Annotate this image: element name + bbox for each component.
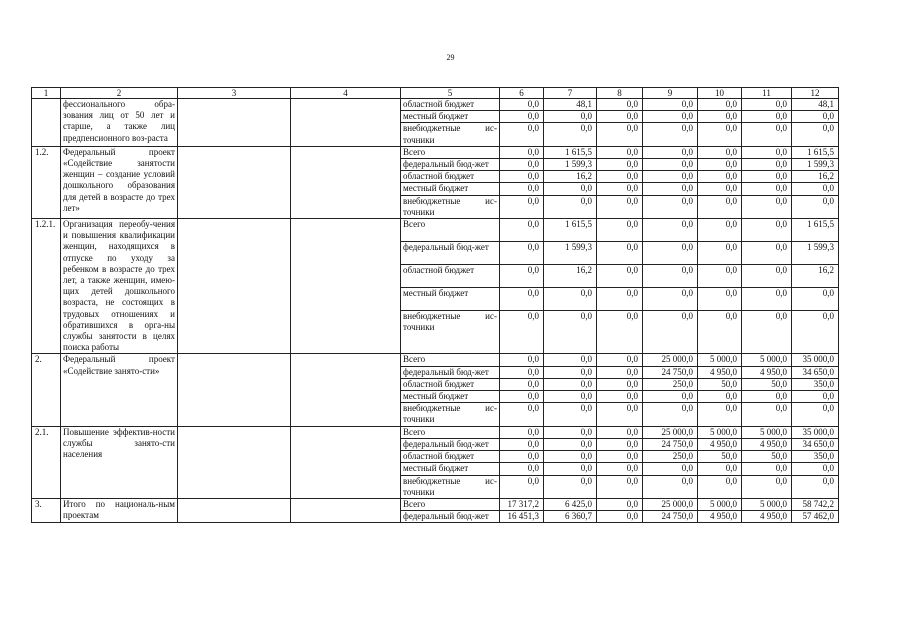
funding-source: Всего: [401, 146, 500, 158]
value-cell: 350,0: [792, 451, 839, 463]
value-cell: 0,0: [792, 475, 839, 498]
column-header-7: 7: [544, 88, 597, 99]
value-cell: 0,0: [500, 195, 544, 218]
value-cell: 0,0: [500, 99, 544, 111]
value-cell: 5 000,0: [698, 498, 742, 510]
value-cell: 0,0: [643, 195, 698, 218]
value-cell: 0,0: [742, 391, 792, 403]
value-cell: 0,0: [742, 183, 792, 195]
col4-cell: [291, 99, 401, 147]
value-cell: 250,0: [643, 378, 698, 390]
funding-source: областной бюджет: [401, 451, 500, 463]
table-row: [32, 426, 839, 438]
value-cell: 0,0: [544, 463, 597, 475]
value-cell: 0,0: [698, 183, 742, 195]
item-name: Федеральный проект «Содействие занятости женщин – создание условий дошкольного образования для детей в возрасте до трех лет»: [61, 146, 178, 218]
value-cell: 0,0: [597, 195, 643, 218]
value-cell: 0,0: [500, 391, 544, 403]
value-cell: 0,0: [597, 171, 643, 183]
value-cell: 0,0: [500, 366, 544, 378]
row-number: 2.: [32, 354, 61, 426]
funding-source: местный бюджет: [401, 287, 500, 310]
value-cell: 16,2: [792, 264, 839, 287]
value-cell: 35 000,0: [792, 426, 839, 438]
value-cell: 0,0: [597, 146, 643, 158]
funding-source: местный бюджет: [401, 183, 500, 195]
value-cell: 5 000,0: [698, 354, 742, 366]
value-cell: 0,0: [500, 219, 544, 242]
value-cell: 0,0: [500, 241, 544, 264]
value-cell: 48,1: [544, 99, 597, 111]
value-cell: 0,0: [742, 287, 792, 310]
value-cell: 50,0: [698, 378, 742, 390]
column-header-1: 1: [32, 88, 61, 99]
value-cell: 1 599,3: [792, 159, 839, 171]
value-cell: 0,0: [544, 378, 597, 390]
value-cell: 0,0: [500, 111, 544, 123]
value-cell: 0,0: [597, 463, 643, 475]
funding-source: федеральный бюд-жет: [401, 438, 500, 450]
value-cell: 58 742,2: [792, 498, 839, 510]
value-cell: 34 650,0: [792, 366, 839, 378]
value-cell: 0,0: [742, 99, 792, 111]
value-cell: 6 360,7: [544, 511, 597, 523]
value-cell: 0,0: [597, 438, 643, 450]
col4-cell: [291, 354, 401, 426]
value-cell: 16,2: [792, 171, 839, 183]
value-cell: 0,0: [500, 146, 544, 158]
value-cell: 1 615,5: [792, 219, 839, 242]
value-cell: 0,0: [698, 391, 742, 403]
header-row: [32, 88, 839, 99]
value-cell: 0,0: [643, 111, 698, 123]
value-cell: 0,0: [792, 391, 839, 403]
value-cell: 0,0: [597, 183, 643, 195]
value-cell: 24 750,0: [643, 438, 698, 450]
value-cell: 0,0: [643, 403, 698, 426]
col4-cell: [291, 426, 401, 498]
value-cell: 0,0: [597, 310, 643, 354]
item-name: фессионального обра-зования лиц от 50 лет и старше, а также лиц предпенсионного воз-раста: [61, 99, 178, 147]
row-number: 3.: [32, 498, 61, 522]
value-cell: 16,2: [544, 264, 597, 287]
row-number: 1.2.: [32, 146, 61, 218]
value-cell: 0,0: [544, 438, 597, 450]
value-cell: 0,0: [698, 475, 742, 498]
funding-source: федеральный бюд-жет: [401, 241, 500, 264]
value-cell: 0,0: [597, 287, 643, 310]
value-cell: 0,0: [643, 287, 698, 310]
value-cell: 0,0: [792, 195, 839, 218]
value-cell: 0,0: [742, 146, 792, 158]
value-cell: 4 950,0: [698, 438, 742, 450]
funding-source: федеральный бюд-жет: [401, 511, 500, 523]
value-cell: 0,0: [500, 264, 544, 287]
column-header-11: 11: [742, 88, 792, 99]
value-cell: 0,0: [643, 264, 698, 287]
value-cell: 1 599,3: [544, 241, 597, 264]
funding-source: внебюджетные ис-точники: [401, 195, 500, 218]
value-cell: 0,0: [500, 310, 544, 354]
table-row: [32, 219, 839, 242]
value-cell: 0,0: [742, 475, 792, 498]
item-name: Итого по националь-ным проектам: [61, 498, 178, 522]
value-cell: 50,0: [742, 378, 792, 390]
value-cell: 0,0: [597, 159, 643, 171]
value-cell: 0,0: [698, 403, 742, 426]
value-cell: 0,0: [544, 403, 597, 426]
column-header-5: 5: [401, 88, 500, 99]
value-cell: 25 000,0: [643, 354, 698, 366]
table-row: [32, 498, 839, 510]
value-cell: 57 462,0: [792, 511, 839, 523]
value-cell: 0,0: [742, 264, 792, 287]
funding-source: федеральный бюд-жет: [401, 159, 500, 171]
funding-source: местный бюджет: [401, 391, 500, 403]
value-cell: 50,0: [742, 451, 792, 463]
value-cell: 0,0: [643, 310, 698, 354]
funding-source: областной бюджет: [401, 99, 500, 111]
value-cell: 0,0: [742, 463, 792, 475]
col3-cell: [178, 146, 291, 218]
value-cell: 0,0: [500, 426, 544, 438]
value-cell: 17 317,2: [500, 498, 544, 510]
value-cell: 0,0: [500, 123, 544, 146]
value-cell: 0,0: [597, 451, 643, 463]
value-cell: 0,0: [742, 310, 792, 354]
value-cell: 0,0: [698, 287, 742, 310]
col4-cell: [291, 498, 401, 522]
value-cell: 0,0: [597, 264, 643, 287]
value-cell: 4 950,0: [742, 438, 792, 450]
value-cell: 0,0: [742, 159, 792, 171]
value-cell: 0,0: [597, 403, 643, 426]
value-cell: 4 950,0: [698, 366, 742, 378]
value-cell: 0,0: [792, 463, 839, 475]
value-cell: 35 000,0: [792, 354, 839, 366]
value-cell: 1 615,5: [544, 146, 597, 158]
funding-source: Всего: [401, 354, 500, 366]
col3-cell: [178, 99, 291, 147]
table-row: [32, 354, 839, 366]
funding-source: местный бюджет: [401, 111, 500, 123]
value-cell: 0,0: [742, 219, 792, 242]
col3-cell: [178, 426, 291, 498]
funding-source: местный бюджет: [401, 463, 500, 475]
value-cell: 24 750,0: [643, 511, 698, 523]
table-body: [32, 99, 839, 523]
value-cell: 0,0: [792, 123, 839, 146]
funding-source: областной бюджет: [401, 264, 500, 287]
column-header-8: 8: [597, 88, 643, 99]
value-cell: 0,0: [698, 123, 742, 146]
column-header-2: 2: [61, 88, 178, 99]
value-cell: 0,0: [597, 99, 643, 111]
funding-source: внебюджетные ис-точники: [401, 310, 500, 354]
value-cell: 0,0: [597, 498, 643, 510]
value-cell: 0,0: [698, 159, 742, 171]
value-cell: 0,0: [643, 123, 698, 146]
col3-cell: [178, 498, 291, 522]
funding-source: федеральный бюд-жет: [401, 366, 500, 378]
value-cell: 0,0: [792, 111, 839, 123]
value-cell: 0,0: [742, 241, 792, 264]
value-cell: 0,0: [643, 463, 698, 475]
funding-source: Всего: [401, 426, 500, 438]
value-cell: 1 615,5: [544, 219, 597, 242]
value-cell: 48,1: [792, 99, 839, 111]
value-cell: 0,0: [544, 287, 597, 310]
value-cell: 0,0: [742, 111, 792, 123]
value-cell: 0,0: [544, 451, 597, 463]
value-cell: 0,0: [597, 219, 643, 242]
value-cell: 0,0: [643, 183, 698, 195]
item-name: Федеральный проект «Содействие занято-сти»: [61, 354, 178, 426]
column-header-3: 3: [178, 88, 291, 99]
value-cell: 0,0: [597, 511, 643, 523]
row-number: 2.1.: [32, 426, 61, 498]
value-cell: 0,0: [698, 195, 742, 218]
value-cell: 250,0: [643, 451, 698, 463]
value-cell: 0,0: [643, 219, 698, 242]
funding-source: областной бюджет: [401, 378, 500, 390]
value-cell: 0,0: [544, 195, 597, 218]
value-cell: 0,0: [698, 171, 742, 183]
value-cell: 6 425,0: [544, 498, 597, 510]
value-cell: 0,0: [544, 366, 597, 378]
value-cell: 0,0: [500, 183, 544, 195]
value-cell: 1 599,3: [544, 159, 597, 171]
value-cell: 0,0: [597, 391, 643, 403]
value-cell: 16,2: [544, 171, 597, 183]
value-cell: 4 950,0: [698, 511, 742, 523]
value-cell: 0,0: [597, 354, 643, 366]
value-cell: 0,0: [544, 111, 597, 123]
value-cell: 0,0: [792, 287, 839, 310]
value-cell: 0,0: [544, 426, 597, 438]
value-cell: 0,0: [500, 159, 544, 171]
value-cell: 0,0: [643, 146, 698, 158]
value-cell: 5 000,0: [742, 426, 792, 438]
item-name: Организация переобу-чения и повышения квалификации женщин, находящихся в отпуске по уходу за ребенком в возрасте до трех лет, а также женщин, имею-щих детей дошкольного возраста, не состоящих в трудовых отношениях и обратившихся в орга-ны службы занятости в целях поиска работы: [61, 219, 178, 354]
table-row: [32, 99, 839, 111]
funding-source: Всего: [401, 219, 500, 242]
value-cell: 0,0: [544, 123, 597, 146]
value-cell: 0,0: [698, 264, 742, 287]
value-cell: 0,0: [500, 475, 544, 498]
value-cell: 4 950,0: [742, 511, 792, 523]
column-header-12: 12: [792, 88, 839, 99]
item-name: Повышение эффектив-ности службы занято-сти населения: [61, 426, 178, 498]
value-cell: 0,0: [742, 195, 792, 218]
value-cell: 0,0: [643, 159, 698, 171]
value-cell: 0,0: [597, 111, 643, 123]
column-header-6: 6: [500, 88, 544, 99]
value-cell: 34 650,0: [792, 438, 839, 450]
funding-source: внебюджетные ис-точники: [401, 475, 500, 498]
value-cell: 0,0: [500, 287, 544, 310]
value-cell: 0,0: [500, 378, 544, 390]
column-header-4: 4: [291, 88, 401, 99]
value-cell: 25 000,0: [643, 426, 698, 438]
value-cell: 0,0: [742, 171, 792, 183]
value-cell: 4 950,0: [742, 366, 792, 378]
value-cell: 0,0: [698, 219, 742, 242]
value-cell: 0,0: [643, 391, 698, 403]
table-row: [32, 146, 839, 158]
value-cell: 1 599,3: [792, 241, 839, 264]
value-cell: 0,0: [500, 438, 544, 450]
col3-cell: [178, 219, 291, 354]
value-cell: 5 000,0: [742, 498, 792, 510]
funding-source: внебюджетные ис-точники: [401, 403, 500, 426]
value-cell: 0,0: [742, 123, 792, 146]
funding-source: областной бюджет: [401, 171, 500, 183]
value-cell: 0,0: [500, 451, 544, 463]
row-number: 1.2.1.: [32, 219, 61, 354]
row-number: [32, 99, 61, 147]
value-cell: 0,0: [643, 99, 698, 111]
value-cell: 0,0: [643, 241, 698, 264]
value-cell: 0,0: [500, 171, 544, 183]
value-cell: 0,0: [698, 310, 742, 354]
value-cell: 5 000,0: [742, 354, 792, 366]
value-cell: 0,0: [597, 378, 643, 390]
value-cell: 0,0: [597, 366, 643, 378]
value-cell: 0,0: [643, 475, 698, 498]
value-cell: 50,0: [698, 451, 742, 463]
value-cell: 0,0: [597, 123, 643, 146]
value-cell: 0,0: [500, 354, 544, 366]
value-cell: 0,0: [698, 463, 742, 475]
value-cell: 0,0: [544, 183, 597, 195]
page-number: 29: [446, 53, 455, 62]
value-cell: 0,0: [698, 99, 742, 111]
value-cell: 0,0: [792, 403, 839, 426]
value-cell: 350,0: [792, 378, 839, 390]
value-cell: 5 000,0: [698, 426, 742, 438]
value-cell: 0,0: [597, 475, 643, 498]
value-cell: 0,0: [544, 310, 597, 354]
column-header-9: 9: [643, 88, 698, 99]
funding-source: Всего: [401, 498, 500, 510]
value-cell: 0,0: [698, 241, 742, 264]
value-cell: 0,0: [792, 183, 839, 195]
value-cell: 0,0: [597, 426, 643, 438]
value-cell: 0,0: [698, 146, 742, 158]
col4-cell: [291, 219, 401, 354]
col4-cell: [291, 146, 401, 218]
value-cell: 0,0: [500, 403, 544, 426]
value-cell: 0,0: [698, 111, 742, 123]
value-cell: 0,0: [597, 241, 643, 264]
value-cell: 0,0: [544, 475, 597, 498]
value-cell: 1 615,5: [792, 146, 839, 158]
value-cell: 25 000,0: [643, 498, 698, 510]
funding-source: внебюджетные ис-точники: [401, 123, 500, 146]
col3-cell: [178, 354, 291, 426]
value-cell: 0,0: [544, 391, 597, 403]
budget-table: [31, 87, 839, 523]
value-cell: 0,0: [500, 463, 544, 475]
value-cell: 24 750,0: [643, 366, 698, 378]
value-cell: 0,0: [643, 171, 698, 183]
value-cell: 0,0: [544, 354, 597, 366]
value-cell: 0,0: [742, 403, 792, 426]
column-header-10: 10: [698, 88, 742, 99]
value-cell: 16 451,3: [500, 511, 544, 523]
value-cell: 0,0: [792, 310, 839, 354]
